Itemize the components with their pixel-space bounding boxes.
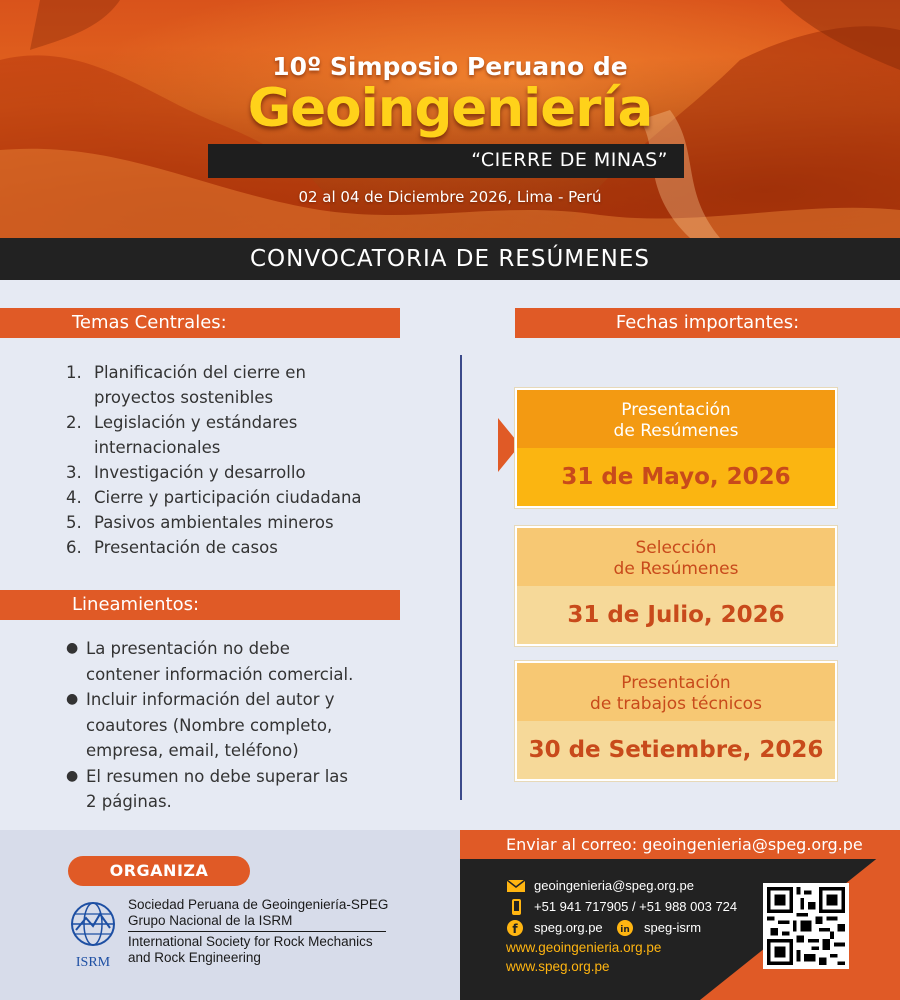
temas-heading: Temas Centrales: [0,308,400,338]
website-link-geoingenieria[interactable]: www.geoingenieria.org.pe [506,940,662,955]
list-item: ● El resumen no debe superar las 2 páginas. [66,764,401,815]
contact-phone-row[interactable]: +51 941 717905 / +51 988 003 724 [506,896,766,917]
list-item: 5. Pasivos ambientales mineros [66,513,334,532]
subtitle-band [208,144,684,178]
event-date-location: 02 al 04 de Diciembre 2026, Lima - Perú [298,188,602,206]
list-item: ● Incluir información del autor y coautores (Nombre completo, empresa, email, teléfono) [66,687,401,764]
subtitle: “CIERRE DE MINAS” [471,149,668,171]
bullet-icon: ● [66,640,79,656]
hero-banner [0,0,900,238]
edition-title: 10º Simposio Peruano de [272,52,628,81]
email-icon [506,878,526,894]
fechas-heading: Fechas importantes: [515,308,900,338]
date-card-seleccion-resumenes: Selección de Resúmenes 31 de Julio, 2026 [515,526,837,646]
svg-text:in: in [620,924,630,935]
isrm-globe-logo-icon [66,900,120,972]
bullet-icon: ● [66,691,79,707]
contact-email-row[interactable]: geoingenieria@speg.org.pe [506,875,766,896]
organiza-badge: ORGANIZA [68,856,250,886]
isrm-logo-text: ISRM [75,955,111,970]
contact-list [506,875,766,976]
call-for-abstracts-banner: CONVOCATORIA DE RESÚMENES [0,238,900,280]
contact-social-row: f speg.org.pe in speg-isrm [506,917,766,938]
list-item: 4. Cierre y participación ciudadana [66,488,362,507]
deadline-date: 30 de Setiembre, 2026 [517,721,835,779]
phone-icon [506,899,526,915]
website-link-speg[interactable]: www.speg.org.pe [506,959,610,974]
list-item: 6. Presentación de casos [66,538,278,557]
organizer-info: Sociedad Peruana de Geoingeniería-SPEG Grupo Nacional de la ISRM International Society for Rock Mechanics and Rock Engineering [128,897,389,965]
date-card-trabajos-tecnicos: Presentación de trabajos técnicos 30 de Setiembre, 2026 [515,661,837,781]
temas-list [66,360,396,560]
list-item: ● La presentación no debe contener información comercial. [66,636,401,687]
facebook-icon[interactable] [506,920,526,936]
date-card-presentacion-resumenes: Presentación de Resúmenes 31 de Mayo, 2026 [515,388,837,508]
deadline-date: 31 de Mayo, 2026 [517,448,835,506]
lineamientos-list [66,636,401,815]
main-title: Geoingeniería [247,78,653,139]
deadline-date: 31 de Julio, 2026 [517,586,835,644]
organizer-divider [128,931,386,932]
svg-text:f: f [512,921,518,936]
send-email-bar[interactable]: Enviar al correo: geoingenieria@speg.org.pe [460,830,900,859]
list-item: 3. Investigación y desarrollo [66,463,306,482]
bullet-icon: ● [66,767,79,784]
lineamientos-heading: Lineamientos: [0,590,400,620]
qr-code-icon [767,887,845,965]
qr-code[interactable] [763,883,849,969]
linkedin-icon[interactable] [616,920,636,936]
list-item: 1. Planificación del cierre en proyectos sostenibles [66,363,306,407]
list-item: 2. Legislación y estándares internacionales [66,413,298,457]
column-divider [460,355,462,800]
